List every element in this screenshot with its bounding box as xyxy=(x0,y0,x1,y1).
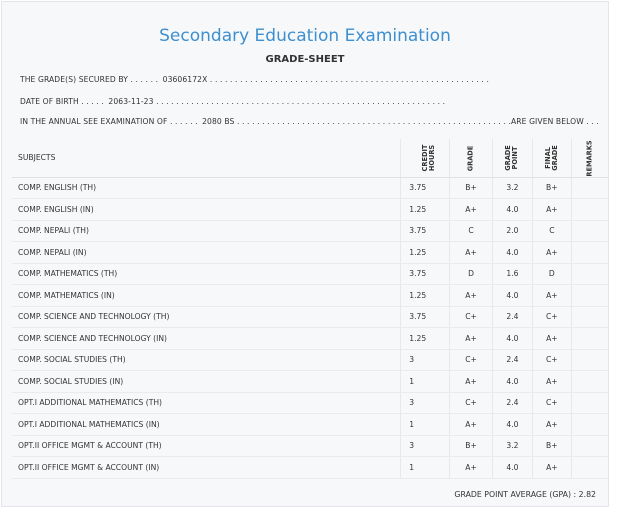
remarks-cell xyxy=(571,285,608,307)
subject-cell: COMP. SCIENCE AND TECHNOLOGY (TH) xyxy=(12,306,401,328)
final-grade-cell: A+ xyxy=(532,457,571,479)
credit-hours-cell: 1.25 xyxy=(401,328,450,350)
grade-cell: D xyxy=(450,263,493,285)
subject-cell: OPT.II OFFICE MGMT & ACCOUNT (IN) xyxy=(12,457,401,479)
table-row xyxy=(12,306,608,328)
credit-hours-cell: 1 xyxy=(401,414,450,436)
final-grade-cell: C+ xyxy=(532,306,571,328)
grade-cell: C+ xyxy=(450,306,493,328)
grade-cell: A+ xyxy=(450,414,493,436)
grade-point-cell: 4.0 xyxy=(492,457,532,479)
remarks-cell xyxy=(571,199,608,221)
remarks-cell xyxy=(571,220,608,242)
grade-point-cell: 4.0 xyxy=(492,371,532,393)
dob-dots: . . . . . . . . . . . . . . . . . . . . . . . . . . . . . . . . . . . . . . . . . . . . . . . . . . . . . . . . . . xyxy=(156,97,446,106)
symbol-number: 03606172X xyxy=(162,75,208,84)
secured-by-label: THE GRADE(S) SECURED BY . . . . . . xyxy=(20,75,159,84)
subject-cell: COMP. SOCIAL STUDIES (IN) xyxy=(12,371,401,393)
credit-hours-cell: 3.75 xyxy=(401,306,450,328)
page-title: Secondary Education Examination xyxy=(159,26,451,46)
remarks-cell xyxy=(571,457,608,479)
subject-cell: COMP. ENGLISH (TH) xyxy=(12,177,401,199)
exam-line xyxy=(20,117,599,126)
credit-hours-cell: 3 xyxy=(401,435,450,457)
credit-hours-cell: 1.25 xyxy=(401,242,450,264)
credit-hours-cell: 3.75 xyxy=(401,220,450,242)
column-header-subjects: SUBJECTS xyxy=(12,139,401,177)
column-header-grade-point: GRADE POINT xyxy=(492,139,532,177)
gpa-value: 2.82 xyxy=(578,490,596,499)
secured-by-line xyxy=(20,75,489,84)
grade-point-cell: 4.0 xyxy=(492,199,532,221)
remarks-cell xyxy=(571,371,608,393)
table-row xyxy=(12,263,608,285)
grade-point-cell: 4.0 xyxy=(492,242,532,264)
credit-hours-cell: 1 xyxy=(401,371,450,393)
subject-cell: OPT.II OFFICE MGMT & ACCOUNT (TH) xyxy=(12,435,401,457)
credit-hours-cell: 3.75 xyxy=(401,263,450,285)
remarks-cell xyxy=(571,414,608,436)
table-row xyxy=(12,199,608,221)
final-grade-cell: C+ xyxy=(532,349,571,371)
table-row xyxy=(12,177,608,199)
page-subtitle: GRADE-SHEET xyxy=(265,54,345,65)
final-grade-cell: C xyxy=(532,220,571,242)
final-grade-cell: A+ xyxy=(532,414,571,436)
grade-point-cell: 3.2 xyxy=(492,177,532,199)
dob-label: DATE OF BIRTH . . . . . xyxy=(20,97,104,106)
final-grade-cell: B+ xyxy=(532,177,571,199)
table-header-row xyxy=(12,139,608,177)
grade-cell: A+ xyxy=(450,457,493,479)
table-row xyxy=(12,435,608,457)
grade-point-cell: 3.2 xyxy=(492,435,532,457)
date-of-birth-line xyxy=(20,97,445,106)
remarks-cell xyxy=(571,263,608,285)
column-header-grade: GRADE xyxy=(450,139,493,177)
table-row xyxy=(12,414,608,436)
grade-point-cell: 1.6 xyxy=(492,263,532,285)
remarks-cell xyxy=(571,349,608,371)
subject-cell: COMP. MATHEMATICS (IN) xyxy=(12,285,401,307)
table-row xyxy=(12,220,608,242)
grade-cell: B+ xyxy=(450,435,493,457)
remarks-cell xyxy=(571,242,608,264)
remarks-cell xyxy=(571,392,608,414)
table-row xyxy=(12,349,608,371)
dob-value: 2063-11-23 xyxy=(108,97,154,106)
subject-cell: COMP. NEPALI (TH) xyxy=(12,220,401,242)
table-row xyxy=(12,392,608,414)
remarks-cell xyxy=(571,435,608,457)
subject-cell: OPT.I ADDITIONAL MATHEMATICS (TH) xyxy=(12,392,401,414)
remarks-cell xyxy=(571,177,608,199)
subject-cell: COMP. NEPALI (IN) xyxy=(12,242,401,264)
final-grade-cell: C+ xyxy=(532,392,571,414)
subject-cell: COMP. SOCIAL STUDIES (TH) xyxy=(12,349,401,371)
credit-hours-cell: 1 xyxy=(401,457,450,479)
final-grade-cell: D xyxy=(532,263,571,285)
grades-table xyxy=(12,139,608,479)
grade-cell: C xyxy=(450,220,493,242)
exam-year: 2080 BS xyxy=(202,117,235,126)
gpa-line xyxy=(454,490,596,499)
table-row xyxy=(12,457,608,479)
credit-hours-cell: 1.25 xyxy=(401,199,450,221)
grade-sheet xyxy=(1,1,609,507)
final-grade-cell: A+ xyxy=(532,371,571,393)
subject-cell: COMP. ENGLISH (IN) xyxy=(12,199,401,221)
remarks-cell xyxy=(571,328,608,350)
grade-cell: C+ xyxy=(450,349,493,371)
table-row xyxy=(12,328,608,350)
grade-point-cell: 2.4 xyxy=(492,306,532,328)
final-grade-cell: A+ xyxy=(532,328,571,350)
grade-point-cell: 4.0 xyxy=(492,414,532,436)
grade-point-cell: 4.0 xyxy=(492,285,532,307)
subject-cell: COMP. MATHEMATICS (TH) xyxy=(12,263,401,285)
credit-hours-cell: 1.25 xyxy=(401,285,450,307)
grade-point-cell: 4.0 xyxy=(492,328,532,350)
grade-cell: A+ xyxy=(450,242,493,264)
column-header-credit-hours: CREDIT HOURS xyxy=(401,139,450,177)
table-row xyxy=(12,371,608,393)
grade-point-cell: 2.0 xyxy=(492,220,532,242)
grade-cell: C+ xyxy=(450,392,493,414)
exam-dots: . . . . . . . . . . . . . . . . . . . . . . . . . . . . . . . . . . . . . . . . . . . . . . . . . . . . . . .ARE GIVEN BELOW . . . xyxy=(236,117,599,126)
credit-hours-cell: 3 xyxy=(401,392,450,414)
credit-hours-cell: 3 xyxy=(401,349,450,371)
gpa-label: GRADE POINT AVERAGE (GPA) : xyxy=(454,490,577,499)
grade-cell: B+ xyxy=(450,177,493,199)
subject-cell: OPT.I ADDITIONAL MATHEMATICS (IN) xyxy=(12,414,401,436)
table-row xyxy=(12,242,608,264)
column-header-remarks: REMARKS xyxy=(571,139,608,177)
grade-point-cell: 2.4 xyxy=(492,392,532,414)
table-row xyxy=(12,285,608,307)
grade-point-cell: 2.4 xyxy=(492,349,532,371)
exam-label: IN THE ANNUAL SEE EXAMINATION OF . . . . . . xyxy=(20,117,198,126)
grade-cell: A+ xyxy=(450,199,493,221)
remarks-cell xyxy=(571,306,608,328)
grade-cell: A+ xyxy=(450,285,493,307)
credit-hours-cell: 3.75 xyxy=(401,177,450,199)
subject-cell: COMP. SCIENCE AND TECHNOLOGY (IN) xyxy=(12,328,401,350)
final-grade-cell: A+ xyxy=(532,199,571,221)
grade-cell: A+ xyxy=(450,328,493,350)
secured-dots: . . . . . . . . . . . . . . . . . . . . . . . . . . . . . . . . . . . . . . . . . . . . . . . . . . . . . . . . xyxy=(209,75,489,84)
grade-cell: A+ xyxy=(450,371,493,393)
final-grade-cell: A+ xyxy=(532,285,571,307)
final-grade-cell: B+ xyxy=(532,435,571,457)
column-header-final-grade: FINAL GRADE xyxy=(532,139,571,177)
final-grade-cell: A+ xyxy=(532,242,571,264)
